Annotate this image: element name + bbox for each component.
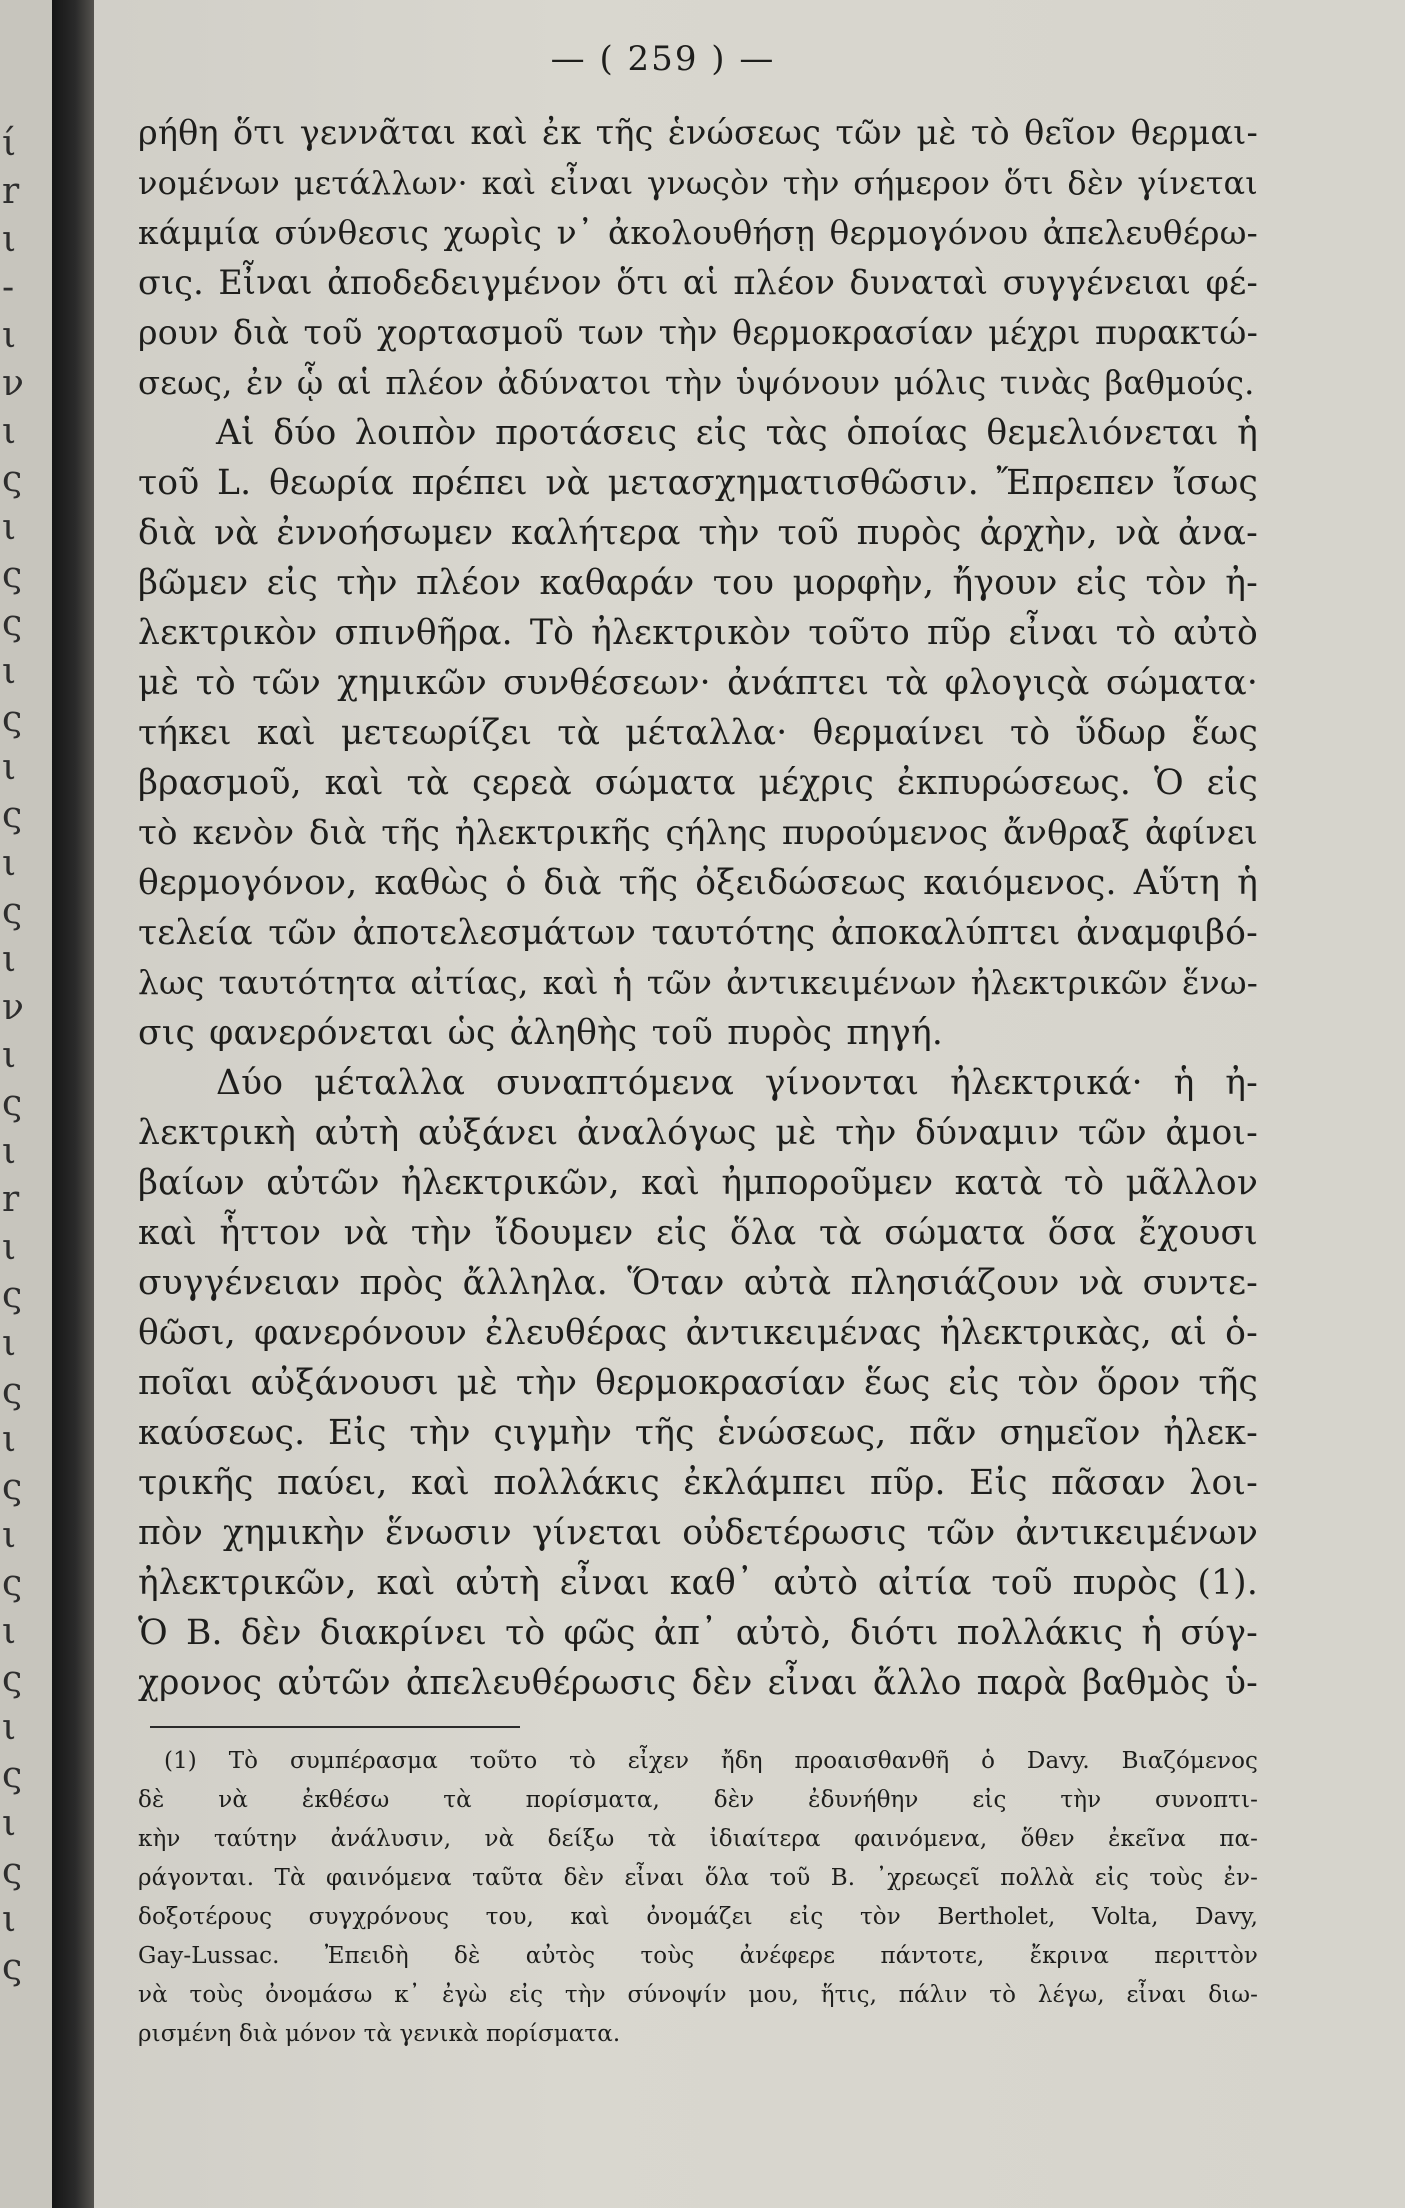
edge-glyph: ς xyxy=(2,1851,23,1892)
edge-glyph: ι xyxy=(2,315,17,356)
footnote-line: ράγονται. Τὰ φαινόμενα ταῦτα δὲν εἶναι ὅλα τοῦ Β. ᾽χρεωςεῖ πολλὰ εἰς τοὺς ἐν- xyxy=(138,1865,1258,1891)
text-line: τρικῆς παύει, καὶ πολλάκις ἐκλάμπει πῦρ. Εἰς πᾶσαν λοι- xyxy=(138,1463,1258,1503)
edge-glyph: ς xyxy=(2,603,23,644)
edge-glyph: ι xyxy=(2,1227,17,1268)
text-line: λεκτρικὴ αὐτὴ αὐξάνει ἀναλόγως μὲ τὴν δύναμιν τῶν ἀμοι- xyxy=(138,1113,1258,1153)
edge-glyph: ι xyxy=(2,1899,17,1940)
edge-glyph: ν xyxy=(2,987,24,1028)
footnote-line: δοξοτέρους συγχρόνους του, καὶ ὀνομάζει εἰς τὸν Bertholet, Volta, Davy, xyxy=(138,1904,1258,1930)
text-line: Αἱ δύο λοιπὸν προτάσεις εἰς τὰς ὁποίας θεμελιόνεται ἡ xyxy=(216,413,1258,453)
edge-glyph: ς xyxy=(2,1083,23,1124)
edge-glyph: ι xyxy=(2,1323,17,1364)
edge-glyph: ι xyxy=(2,219,17,260)
text-line: τήκει καὶ μετεωρίζει τὰ μέταλλα· θερμαίνει τὸ ὕδωρ ἕως xyxy=(138,713,1258,753)
edge-glyph: ι xyxy=(2,1131,17,1172)
edge-glyph: ι xyxy=(2,1419,17,1460)
footnote-separator xyxy=(150,1726,520,1728)
edge-glyph: ι xyxy=(2,1707,17,1748)
text-line: χρονος αὐτῶν ἀπελευθέρωσις δὲν εἶναι ἄλλο παρὰ βαθμὸς ὑ- xyxy=(138,1663,1258,1703)
text-line: τελεία τῶν ἀποτελεσμάτων ταυτότης ἀποκαλύπτει ἀναμφιβό- xyxy=(138,913,1258,953)
text-line: νομένων μετάλλων· καὶ εἶναι γνωςὸν τὴν σήμερον ὅτι δὲν γίνεται xyxy=(138,164,1258,202)
edge-glyph: ς xyxy=(2,1467,23,1508)
edge-glyph: ς xyxy=(2,1563,23,1604)
edge-glyph: ς xyxy=(2,1275,23,1316)
edge-glyph: ι xyxy=(2,651,17,692)
edge-glyph: ι xyxy=(2,939,17,980)
footnote-line: ρισμένη διὰ μόνον τὰ γενικὰ πορίσματα. xyxy=(138,2021,621,2047)
edge-glyph: ς xyxy=(2,1371,23,1412)
edge-glyph: r xyxy=(2,171,20,212)
text-line: τὸ κενὸν διὰ τῆς ἠλεκτρικῆς ςήλης πυρούμενος ἄνθραξ ἀφίνει xyxy=(138,813,1258,853)
edge-glyph: ς xyxy=(2,1659,23,1700)
text-line: βῶμεν εἰς τὴν πλέον καθαράν του μορφὴν, ἤγουν εἰς τὸν ἠ- xyxy=(138,563,1258,603)
text-line: μὲ τὸ τῶν χημικῶν συνθέσεων· ἀνάπτει τὰ φλογιςὰ σώματα· xyxy=(138,663,1258,703)
text-line: ποῖαι αὐξάνουσι μὲ τὴν θερμοκρασίαν ἕως εἰς τὸν ὅρον τῆς xyxy=(138,1363,1258,1403)
edge-glyph: ς xyxy=(2,1947,23,1988)
edge-glyph: ι xyxy=(2,1611,17,1652)
edge-glyph: ς xyxy=(2,795,23,836)
edge-glyph: ς xyxy=(2,699,23,740)
edge-glyph: ί xyxy=(2,123,17,164)
text-line: διὰ νὰ ἐννοήσωμεν καλήτερα τὴν τοῦ πυρὸς ἀρχὴν, νὰ ἀνα- xyxy=(138,513,1258,553)
book-gutter-shadow xyxy=(52,0,94,2208)
text-line: θερμογόνον, καθὼς ὁ διὰ τῆς ὀξειδώσεως καιόμενος. Αὕτη ἡ xyxy=(138,863,1258,903)
text-line: καύσεως. Εἰς τὴν ςιγμὴν τῆς ἑνώσεως, πᾶν σημεῖον ἠλεκ- xyxy=(138,1413,1258,1453)
edge-glyph: ς xyxy=(2,1755,23,1796)
text-line: σις. Εἶναι ἀποδεδειγμένον ὅτι αἱ πλέον δυναταὶ συγγένειαι φέ- xyxy=(138,263,1258,302)
body-text xyxy=(138,108,1258,1708)
text-line: σεως, ἐν ᾧ αἱ πλέον ἀδύνατοι τὴν ὑψόνουν μόλις τινὰς βαθμούς. xyxy=(138,364,1255,402)
edge-glyph: ι xyxy=(2,1803,17,1844)
footnote-line: (1) Τὸ συμπέρασμα τοῦτο τὸ εἶχεν ἤδη προαισθανθῆ ὁ Davy. Βιαζόμενος xyxy=(164,1748,1258,1774)
text-line: βρασμοῦ, καὶ τὰ ςερεὰ σώματα μέχρις ἐκπυρώσεως. Ὁ εἰς xyxy=(138,763,1258,803)
text-line: σις φανερόνεται ὡς ἀληθὴς τοῦ πυρὸς πηγή. xyxy=(138,1013,944,1053)
text-line: λως ταυτότητα αἰτίας, καὶ ἡ τῶν ἀντικειμένων ἠλεκτρικῶν ἕνω- xyxy=(138,964,1258,1002)
edge-glyph: r xyxy=(2,1179,20,1220)
edge-glyph: ι xyxy=(2,507,17,548)
text-line: κάμμία σύνθεσις χωρὶς ν᾽ ἀκολουθήσῃ θερμογόνου ἀπελευθέρω- xyxy=(138,213,1258,252)
previous-page-edge-text xyxy=(2,120,50,2020)
text-line: βαίων αὐτῶν ἠλεκτρικῶν, καὶ ἠμποροῦμεν κατὰ τὸ μᾶλλον xyxy=(138,1163,1258,1203)
text-line: ἠλεκτρικῶν, καὶ αὐτὴ εἶναι καθ᾽ αὐτὸ αἰτία τοῦ πυρὸς (1). xyxy=(138,1563,1258,1603)
text-line: λεκτρικὸν σπινθῆρα. Τὸ ἠλεκτρικὸν τοῦτο πῦρ εἶναι τὸ αὐτὸ xyxy=(138,613,1258,653)
edge-glyph: ν xyxy=(2,363,24,404)
edge-glyph: ι xyxy=(2,843,17,884)
edge-glyph: ς xyxy=(2,555,23,596)
footnote-line: δὲ νὰ ἐκθέσω τὰ πορίσματα, δὲν ἐδυνήθην εἰς τὴν συνοπτι- xyxy=(138,1787,1258,1813)
footnote-line: νὰ τοὺς ὀνομάσω κ᾽ ἐγὼ εἰς τὴν σύνοψίν μου, ἥτις, πάλιν τὸ λέγω, εἶναι διω- xyxy=(138,1982,1258,2008)
text-line: καὶ ἧττον νὰ τὴν ἴδουμεν εἰς ὅλα τὰ σώματα ὅσα ἔχουσι xyxy=(138,1213,1258,1253)
edge-glyph: ι xyxy=(2,747,17,788)
text-line: πὸν χημικὴν ἕνωσιν γίνεται οὐδετέρωσις τῶν ἀντικειμένων xyxy=(138,1513,1258,1553)
text-line: Δύο μέταλλα συναπτόμενα γίνονται ἠλεκτρικά· ἡ ἠ- xyxy=(216,1063,1258,1103)
text-line: Ὁ Β. δὲν διακρίνει τὸ φῶς ἀπ᾽ αὐτὸ, διότι πολλάκις ἡ σύγ- xyxy=(138,1613,1258,1653)
text-line: ρουν διὰ τοῦ χορτασμοῦ των τὴν θερμοκρασίαν μέχρι πυρακτώ- xyxy=(138,313,1258,352)
text-line: τοῦ L. θεωρία πρέπει νὰ μετασχηματισθῶσιν. Ἔπρεπεν ἴσως xyxy=(138,463,1258,503)
edge-glyph: ι xyxy=(2,1515,17,1556)
edge-glyph: ι xyxy=(2,1035,17,1076)
edge-glyph: - xyxy=(2,267,15,308)
text-line: συγγένειαν πρὸς ἄλληλα. Ὅταν αὐτὰ πλησιάζουν νὰ συντε- xyxy=(138,1263,1258,1303)
edge-glyph: ς xyxy=(2,459,23,500)
edge-glyph: ς xyxy=(2,891,23,932)
page-number-header: — ( 259 ) — xyxy=(550,39,776,79)
footnote-line: κὴν ταύτην ἀνάλυσιν, νὰ δείξω τὰ ἰδιαίτερα φαινόμενα, ὅθεν ἐκεῖνα πα- xyxy=(138,1826,1258,1852)
footnote xyxy=(138,1742,1258,2054)
text-line: ρήθη ὅτι γεννᾶται καὶ ἐκ τῆς ἑνώσεως τῶν μὲ τὸ θεῖον θερμαι- xyxy=(138,113,1258,152)
text-line: θῶσι, φανερόνουν ἐλευθέρας ἀντικειμένας ἠλεκτρικὰς, αἱ ὁ- xyxy=(138,1313,1258,1353)
footnote-line: Gay-Lussac. Ἐπειδὴ δὲ αὐτὸς τοὺς ἀνέφερε πάντοτε, ἔκρινα περιττὸν xyxy=(138,1943,1258,1969)
book-page xyxy=(138,30,1258,2054)
edge-glyph: ι xyxy=(2,411,17,452)
